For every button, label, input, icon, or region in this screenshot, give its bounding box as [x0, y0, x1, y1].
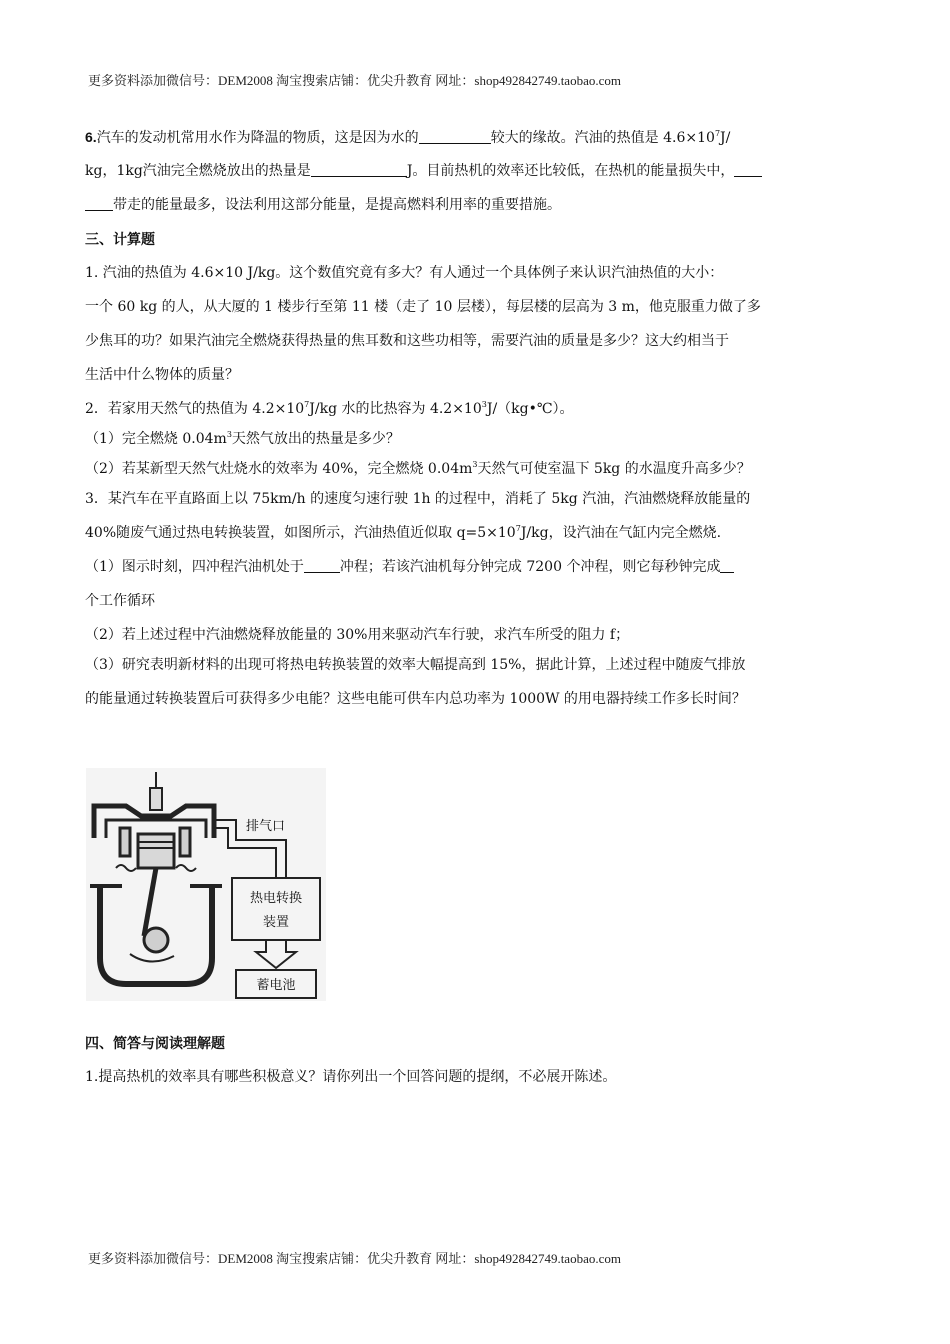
q6-line-2: kg，1kg汽油完全燃烧放出的热量是 J。目前热机的效率还比较低，在热机的能量损失中，: [85, 156, 865, 186]
battery-label: 蓄电池: [256, 978, 296, 993]
page-header: 更多资料添加微信号：DEM2008 淘宝搜索店铺：优尖升教育 网址：shop492842749.taobao.com: [88, 73, 621, 88]
q6-line-1: 6.汽车的发动机常用水作为降温的物质，这是因为水的 较大的缘故。汽油的热值是 $4.6\times 10^7J/$: [85, 129, 731, 146]
s3-q3-line-1: 3．某汽车在平直路面上以 75km/h 的速度匀速行驶 1h 的过程中，消耗了 5kg 汽油，汽油燃烧释放能量的: [85, 491, 751, 507]
crankshaft: [144, 928, 168, 952]
s3-q3-sub-1: （1）图示时刻，四冲程汽油机处于 冲程；若该汽油机每分钟完成 7200 个冲程，则它每秒钟完成: [85, 552, 865, 582]
section-3-title: 三、计算题: [85, 231, 155, 247]
page-footer: 更多资料添加微信号：DEM2008 淘宝搜索店铺：优尖升教育 网址：shop492842749.taobao.com: [88, 1251, 621, 1266]
answer-blank: [720, 556, 734, 573]
section-4-title: 四、简答与阅读理解题: [85, 1035, 225, 1051]
s3-q2-sub-2: （2）若某新型天然气灶烧水的效率为 40%，完全燃烧 $0.04m^3$天然气可使室温下 5kg 的水温度升高多少？: [85, 460, 751, 477]
s3-q3-sub-2: （2）若上述过程中汽油燃烧释放能量的 30%用来驱动汽车行驶，求汽车所受的阻力 f；: [85, 627, 630, 643]
engine-diagram: [86, 768, 326, 1001]
engine-diagram-svg: [86, 768, 326, 1001]
s3-q2-line-1: 2．若家用天然气的热值为 $4.2\times 10^7J/kg$ 水的比热容为 $4.2\times 10^3J/(kg•℃)$。: [85, 400, 574, 417]
s3-q1-line-2: 一个 60 kg 的人，从大厦的 1 楼步行至第 11 楼（走了 10 层楼），每层楼的层高为 3 m，他克服重力做了多: [85, 299, 761, 315]
s3-q3-sub-3-cont: 的能量通过转换装置后可获得多少电能？这些电能可供车内总功率为 1000W 的用电器持续工作多长时间？: [85, 691, 746, 707]
q6-line-3: 带走的能量最多，设法利用这部分能量，是提高燃料利用率的重要措施。: [85, 190, 865, 220]
s3-q1-line-3: 少焦耳的功？如果汽油完全燃烧获得热量的焦耳数和这些功相等，需要汽油的质量是多少？这大约相当于: [85, 333, 729, 349]
piston: [138, 834, 174, 868]
q6-number: 6.: [85, 129, 97, 145]
answer-blank: [311, 160, 407, 177]
s3-q3-sub-3: （3）研究表明新材料的出现可将热电转换装置的效率大幅提高到 15%，据此计算，上述过程中随废气排放: [85, 657, 746, 673]
s3-q3-line-2: 40%随废气通过热电转换装置，如图所示，汽油热值近似取 $q=5\times 10^7J/kg$，设汽油在气缸内完全燃烧.: [85, 524, 722, 541]
s3-q1-line-4: 生活中什么物体的质量？: [85, 367, 239, 383]
converter-label-2: 装置: [262, 915, 290, 930]
s3-q3-sub-1-cont: 个工作循环: [85, 593, 155, 609]
s3-q2-sub-1: （1）完全燃烧 $0.04m^3$天然气放出的热量是多少？: [85, 430, 400, 447]
answer-blank: [419, 127, 491, 144]
exhaust-label: 排气口: [246, 819, 286, 834]
answer-blank: [304, 556, 340, 573]
answer-blank: [734, 160, 762, 177]
s4-q1: 1.提高热机的效率具有哪些积极意义？请你列出一个回答问题的提纲，不必展开陈述。: [85, 1069, 617, 1085]
answer-blank: [85, 194, 113, 211]
document-body: [85, 122, 865, 714]
s3-q1-line-1: 1. 汽油的热值为 4.6×10 J/kg。这个数值究竟有多大？有人通过一个具体例子来认识汽油热值的大小：: [85, 265, 724, 281]
converter-label-1: 热电转换: [249, 891, 303, 906]
